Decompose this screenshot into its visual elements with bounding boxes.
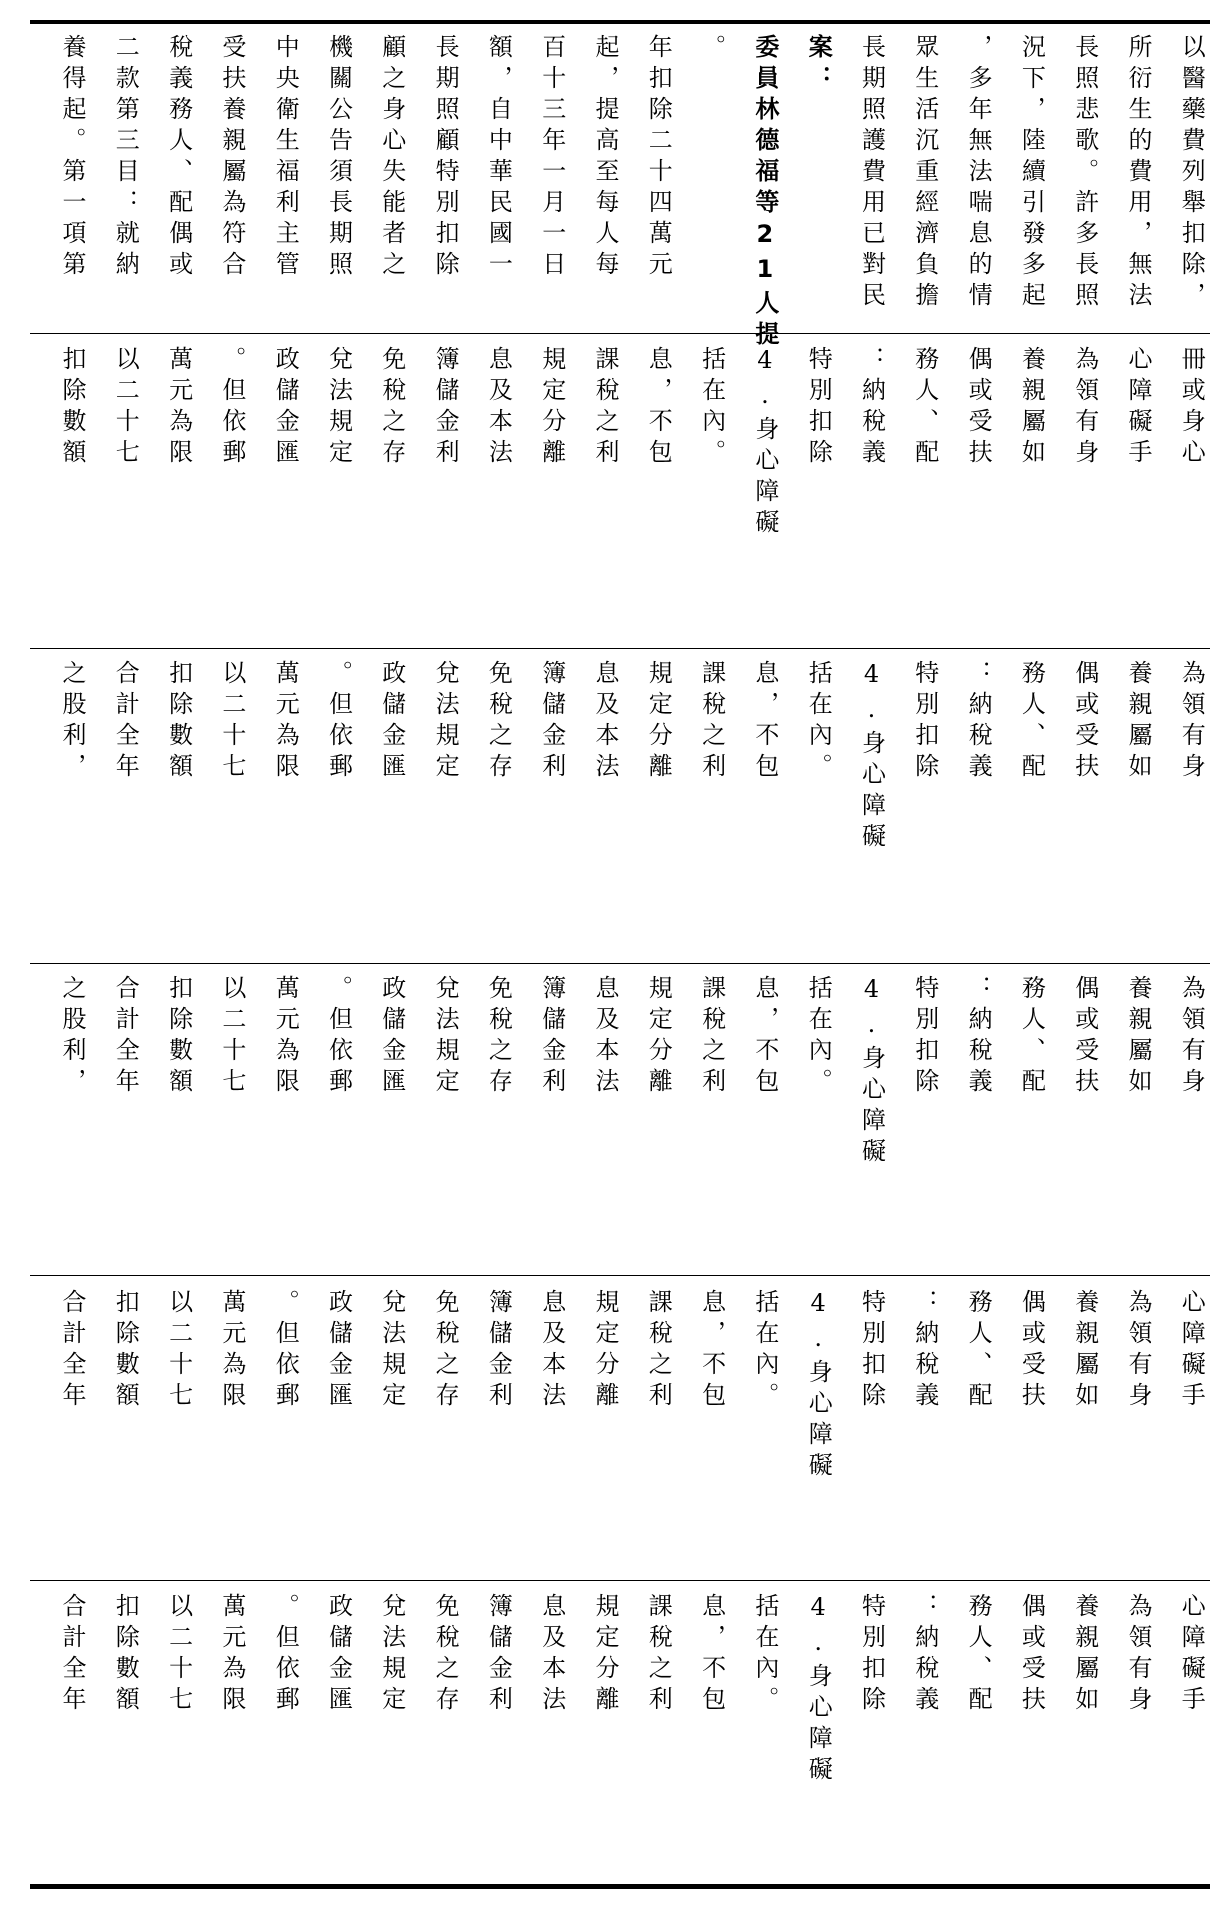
text-column: 百十三年一月一日	[537, 34, 566, 282]
text-column: 偶或受扶	[1070, 660, 1099, 784]
text-column: ：納稅義	[857, 346, 886, 470]
text-column: 簿儲金利	[484, 1593, 513, 1717]
text-column: 息及本法	[484, 346, 513, 470]
text-band-0	[58, 34, 1210, 352]
text-column: ：納稅義	[964, 660, 993, 784]
text-band-4	[60, 1289, 1210, 1579]
text-column: 規定分離	[644, 660, 673, 784]
text-column: 4.身心障礙	[750, 346, 779, 540]
text-column: 。但依郵	[271, 1593, 300, 1717]
text-column: ：納稅義	[910, 1593, 939, 1717]
text-column: 政儲金匯	[377, 975, 406, 1099]
text-column: 冊或身心	[1177, 346, 1206, 470]
text-column: 以醫藥費列舉扣除，	[1177, 34, 1206, 313]
text-column: 簿儲金利	[537, 660, 566, 784]
text-column: 為領有身	[1177, 975, 1206, 1099]
text-band-1	[60, 346, 1210, 646]
text-column: 萬元為限	[271, 975, 300, 1099]
text-band-5	[60, 1593, 1210, 1878]
text-column: 況下，陸續引發多起	[1017, 34, 1046, 313]
text-column: 4.身心障礙	[857, 660, 886, 854]
text-column: 扣除數額	[164, 975, 193, 1099]
text-column: 息及本法	[537, 1289, 566, 1413]
text-column: 括在內。	[750, 1289, 779, 1413]
text-column: 免稅之存	[377, 346, 406, 470]
text-column: 括在內。	[697, 346, 726, 470]
text-column: 息及本法	[591, 660, 619, 784]
text-column: 特別扣除	[910, 660, 939, 784]
text-column: 兌法規定	[324, 346, 353, 470]
text-column: ：納稅義	[910, 1289, 939, 1413]
text-column: 。但依郵	[217, 346, 246, 470]
text-column: 規定分離	[591, 1289, 619, 1413]
text-column: 為領有身	[1177, 660, 1206, 784]
text-column: 。但依郵	[324, 975, 353, 1099]
text-column: 。但依郵	[324, 660, 353, 784]
text-column: 兌法規定	[377, 1593, 406, 1717]
text-column: 務人、配	[964, 1289, 993, 1413]
text-column: 特別扣除	[910, 975, 939, 1099]
text-column: 年扣除二十四萬元	[644, 34, 673, 282]
text-column: 務人、配	[1017, 660, 1046, 784]
text-column: 括在內。	[750, 1593, 779, 1717]
text-column: 息及本法	[591, 975, 619, 1099]
text-column: 之股利，	[58, 660, 86, 784]
text-column: 息，不包	[697, 1289, 726, 1413]
text-column: 息，不包	[697, 1593, 726, 1717]
text-column: 4.身心障礙	[804, 1593, 833, 1787]
text-column: 之股利，	[58, 975, 86, 1099]
text-column: 以二十七	[217, 660, 246, 784]
text-column: 規定分離	[644, 975, 673, 1099]
text-column: 顧之身心失能者之	[377, 34, 406, 282]
text-column: 以二十七	[111, 346, 140, 470]
text-column: 以二十七	[164, 1289, 193, 1413]
text-column: 所衍生的費用，無法	[1124, 34, 1152, 313]
text-column: 心障礙手	[1124, 346, 1152, 470]
text-column: 為領有身	[1124, 1593, 1152, 1717]
top-rule	[30, 20, 1210, 24]
text-column: 息及本法	[537, 1593, 566, 1717]
text-column: 課稅之利	[697, 660, 726, 784]
text-column: 務人、配	[1017, 975, 1046, 1099]
text-column: 政儲金匯	[271, 346, 300, 470]
text-column: 為領有身	[1124, 1289, 1152, 1413]
text-column: 二款第三目：就納	[111, 34, 140, 282]
text-column: 課稅之利	[697, 975, 726, 1099]
text-column: 受扶養親屬為符合	[217, 34, 246, 282]
text-column: 免稅之存	[484, 660, 513, 784]
text-column: 政儲金匯	[377, 660, 406, 784]
text-column: 萬元為限	[271, 660, 300, 784]
text-column: ，多年無法喘息的情	[964, 34, 993, 313]
text-column: 養親屬如	[1017, 346, 1046, 470]
text-column: 稅義務人、配偶或	[164, 34, 193, 282]
text-column: 長期照顧特別扣除	[431, 34, 460, 282]
text-column: 扣除數額	[164, 660, 193, 784]
text-column: 簿儲金利	[537, 975, 566, 1099]
text-column: 4.身心障礙	[857, 975, 886, 1169]
text-column: 兌法規定	[431, 660, 460, 784]
text-column: 養親屬如	[1070, 1593, 1099, 1717]
text-column: 萬元為限	[217, 1289, 246, 1413]
text-column: 政儲金匯	[324, 1593, 353, 1717]
text-column: 以二十七	[217, 975, 246, 1099]
text-column: 養親屬如	[1070, 1289, 1099, 1413]
text-column: 4.身心障礙	[804, 1289, 833, 1483]
text-column: 心障礙手	[1177, 1593, 1206, 1717]
text-column: 特別扣除	[857, 1289, 886, 1413]
text-column: ：納稅義	[964, 975, 993, 1099]
text-column: 養親屬如	[1124, 975, 1152, 1099]
text-band-2	[60, 660, 1210, 960]
bottom-rule	[30, 1884, 1210, 1889]
text-column: 萬元為限	[217, 1593, 246, 1717]
text-column: 偶或受扶	[1070, 975, 1099, 1099]
text-column: 。但依郵	[271, 1289, 300, 1413]
text-column: 簿儲金利	[431, 346, 460, 470]
text-column: 課稅之利	[644, 1593, 673, 1717]
text-column: 息，不包	[750, 660, 779, 784]
text-column: 政儲金匯	[324, 1289, 353, 1413]
text-column: 免稅之存	[431, 1593, 460, 1717]
text-column: 機關公告須長期照	[324, 34, 353, 282]
text-column: 額，自中華民國一	[484, 34, 513, 282]
text-column: 免稅之存	[484, 975, 513, 1099]
text-column: 括在內。	[804, 660, 833, 784]
text-column: 中央衛生福利主管	[271, 34, 300, 282]
text-column: 為領有身	[1070, 346, 1099, 470]
text-column: 簿儲金利	[484, 1289, 513, 1413]
text-column: 長期照護費用已對民	[857, 34, 886, 313]
text-column: 扣除數額	[111, 1593, 140, 1717]
text-column: 規定分離	[537, 346, 566, 470]
text-column: 。	[697, 34, 726, 65]
text-column: 免稅之存	[431, 1289, 460, 1413]
text-column: 務人、配	[964, 1593, 993, 1717]
text-column: 特別扣除	[804, 346, 833, 470]
text-column: 以二十七	[164, 1593, 193, 1717]
text-column: 養親屬如	[1124, 660, 1152, 784]
text-column: 息，不包	[644, 346, 673, 470]
text-column: 萬元為限	[164, 346, 193, 470]
text-column: 起，提高至每人每	[591, 34, 619, 282]
text-column: 課稅之利	[591, 346, 619, 470]
text-column: 長照悲歌。許多長照	[1070, 34, 1099, 313]
text-column: 委員林德福等21人提	[750, 34, 779, 352]
text-band-3	[60, 975, 1210, 1275]
text-column: 特別扣除	[857, 1593, 886, 1717]
text-column: 課稅之利	[644, 1289, 673, 1413]
text-column: 合計全年	[58, 1593, 86, 1717]
text-column: 務人、配	[910, 346, 939, 470]
text-column: 兌法規定	[377, 1289, 406, 1413]
text-column: 案：	[804, 34, 833, 96]
text-column: 偶或受扶	[1017, 1593, 1046, 1717]
text-column: 養得起。第一項第	[58, 34, 86, 282]
text-column: 偶或受扶	[964, 346, 993, 470]
text-column: 眾生活沉重經濟負擔	[910, 34, 939, 313]
text-column: 心障礙手	[1177, 1289, 1206, 1413]
text-column: 合計全年	[58, 1289, 86, 1413]
text-column: 扣除數額	[58, 346, 86, 470]
text-column: 規定分離	[591, 1593, 619, 1717]
text-column: 扣除數額	[111, 1289, 140, 1413]
text-column: 括在內。	[804, 975, 833, 1099]
text-column: 偶或受扶	[1017, 1289, 1046, 1413]
text-column: 息，不包	[750, 975, 779, 1099]
text-column: 兌法規定	[431, 975, 460, 1099]
text-column: 合計全年	[111, 975, 140, 1099]
text-column: 合計全年	[111, 660, 140, 784]
